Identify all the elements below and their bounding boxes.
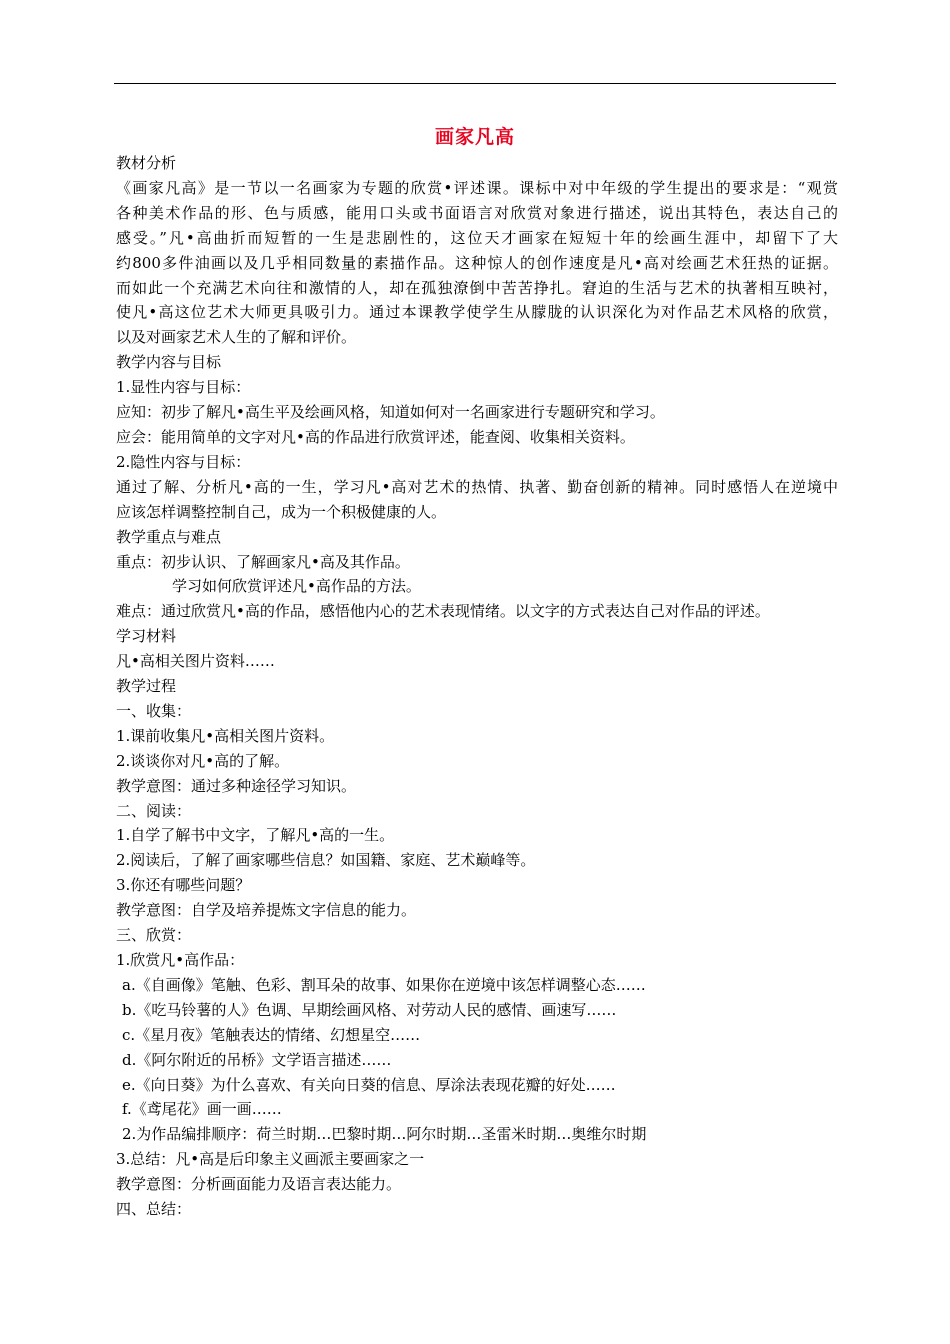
appreciate-item: 1.欣赏凡•高作品： bbox=[116, 951, 245, 969]
collect-heading: 一、收集： bbox=[116, 701, 192, 720]
appreciate-item: 3.总结：凡•高是后印象主义画派主要画家之一 bbox=[116, 1150, 425, 1169]
goal2-line: 应该怎样调整控制自己，成为一个积极健康的人。 bbox=[116, 502, 447, 521]
summary-heading: 四、总结： bbox=[116, 1200, 192, 1219]
analysis-line: 而如此一个充满艺术向往和激情的人，却在孤独潦倒中苦苦挣扎。窘迫的生活与艺术的执著相互映衬， bbox=[116, 278, 838, 297]
read-item: 1.自学了解书中文字，了解凡•高的一生。 bbox=[116, 826, 395, 845]
analysis-line: 以及对画家艺术人生的了解和评价。 bbox=[116, 328, 357, 347]
goal1-know: 应知：初步了解凡•高生平及绘画风格，知道如何对一名画家进行专题研究和学习。 bbox=[116, 403, 665, 422]
analysis-line: 《画家凡高》是一节以一名画家为专题的欣赏•评述课。课标中对中年级的学生提出的要求是：“观赏 bbox=[116, 178, 838, 197]
work-item: a.《自画像》笔触、色彩、割耳朵的故事、如果你在逆境中该怎样调整心态…… bbox=[122, 975, 646, 994]
collect-item: 2.谈谈你对凡•高的了解。 bbox=[116, 751, 290, 770]
work-item: d.《阿尔附近的吊桥》文学语言描述…… bbox=[122, 1050, 392, 1069]
section-heading-process: 教学过程 bbox=[116, 677, 177, 696]
difficulty: 难点：通过欣赏凡•高的作品，感悟他内心的艺术表现情绪。以文字的方式表达自己对作品的评述。 bbox=[116, 602, 770, 621]
analysis-line: 各种美术作品的形、色与质感，能用口头或书面语言对欣赏对象进行描述，说出其特色，表达自己的 bbox=[116, 203, 838, 222]
read-item: 3.你还有哪些问题？ bbox=[116, 876, 251, 895]
goal2-line: 通过了解、分析凡•高的一生，学习凡•高对艺术的热情、执著、勤奋创新的精神。同时感悟人在逆境中 bbox=[116, 477, 838, 496]
read-heading: 二、阅读： bbox=[116, 801, 192, 820]
analysis-line: 使凡•高这位艺术大师更具吸引力。通过本课教学使学生从朦胧的认识深化为对作品艺术风格的欣赏， bbox=[116, 303, 838, 322]
goal1-heading: 1.显性内容与目标： bbox=[116, 378, 251, 397]
collect-intent: 教学意图：通过多种途径学习知识。 bbox=[116, 776, 357, 795]
work-item: b.《吃马铃薯的人》色调、早期绘画风格、对劳动人民的感情、画速写…… bbox=[122, 1000, 617, 1019]
appreciate-intent: 教学意图：分析画面能力及语言表达能力。 bbox=[116, 1175, 402, 1194]
section-heading-key: 教学重点与难点 bbox=[116, 527, 222, 546]
appreciate-heading: 三、欣赏： bbox=[116, 926, 192, 945]
document-title: 画家凡高 bbox=[434, 126, 515, 148]
key-point-2: 学习如何欣赏评述凡•高作品的方法。 bbox=[172, 577, 421, 596]
appreciate-item: 2.为作品编排顺序：荷兰时期…巴黎时期…阿尔时期…圣雷米时期…奥维尔时期 bbox=[122, 1125, 647, 1144]
key-point: 重点：初步认识、了解画家凡•高及其作品。 bbox=[116, 552, 410, 571]
collect-item: 1.课前收集凡•高相关图片资料。 bbox=[116, 726, 335, 745]
header-rule bbox=[114, 83, 836, 84]
goal1-can: 应会：能用简单的文字对凡•高的作品进行欣赏评述，能查阅、收集相关资料。 bbox=[116, 427, 635, 446]
document-body bbox=[116, 151, 838, 1222]
work-item: f.《鸢尾花》画一画…… bbox=[122, 1100, 282, 1119]
section-heading-analysis: 教材分析 bbox=[116, 154, 177, 172]
work-item: c.《星月夜》笔触表达的情绪、幻想星空…… bbox=[122, 1025, 421, 1044]
read-item: 2.阅读后，了解了画家哪些信息？如国籍、家庭、艺术巅峰等。 bbox=[116, 851, 536, 870]
read-intent: 教学意图：自学及培养提炼文字信息的能力。 bbox=[116, 901, 417, 920]
materials-text: 凡•高相关图片资料…… bbox=[116, 652, 275, 671]
section-heading-materials: 学习材料 bbox=[116, 627, 177, 646]
work-item: e.《向日葵》为什么喜欢、有关向日葵的信息、厚涂法表现花瓣的好处…… bbox=[122, 1075, 616, 1094]
analysis-line: 感受。”凡•高曲折而短暂的一生是悲剧性的，这位天才画家在短短十年的绘画生涯中，却留下了大 bbox=[116, 228, 838, 247]
goal2-heading: 2.隐性内容与目标： bbox=[116, 452, 251, 471]
analysis-line: 约800多件油画以及几乎相同数量的素描作品。这种惊人的创作速度是凡•高对绘画艺术狂热的证据。 bbox=[116, 253, 838, 272]
section-heading-goals: 教学内容与目标 bbox=[116, 353, 222, 372]
